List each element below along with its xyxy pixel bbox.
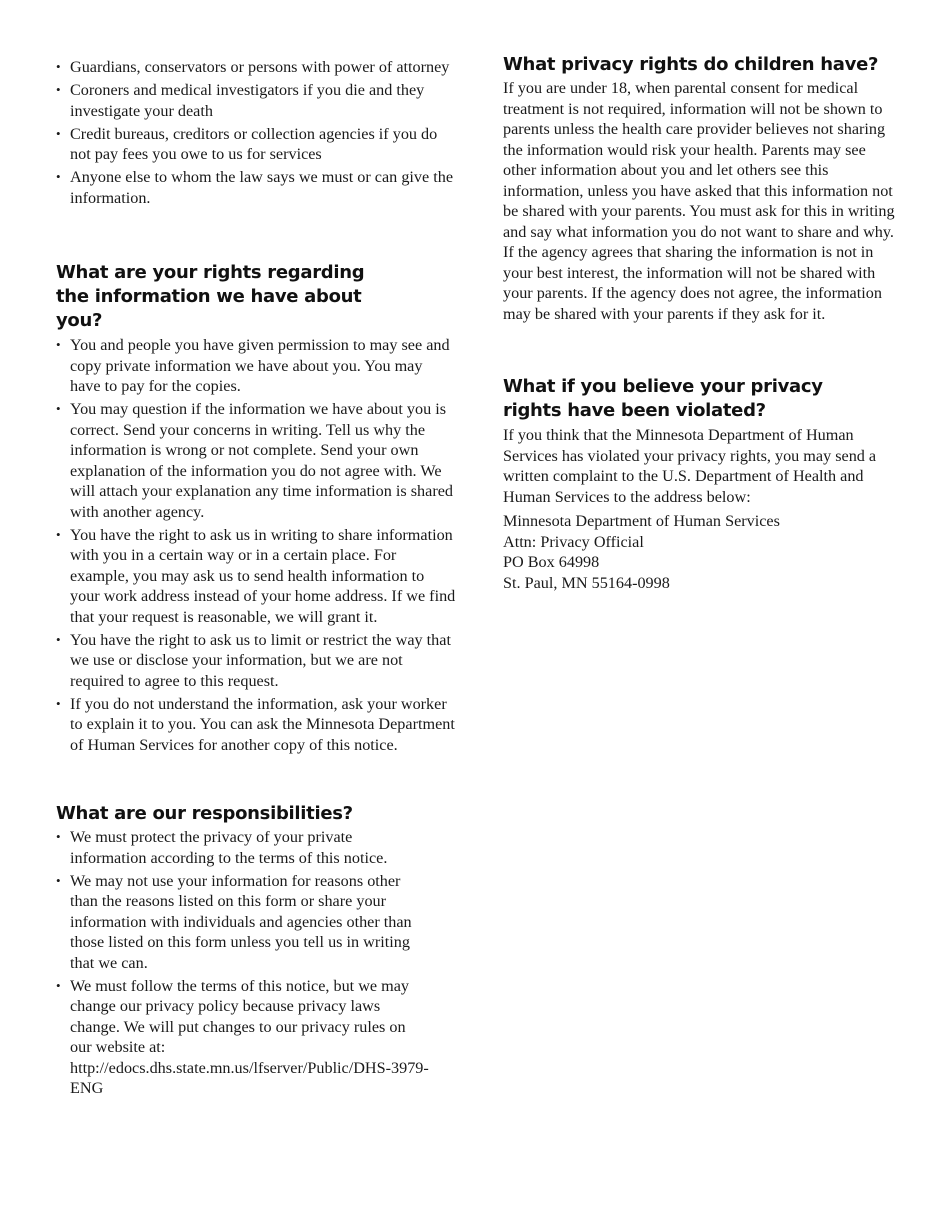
children-section bbox=[503, 53, 898, 324]
address-line: Attn: Privacy Official bbox=[503, 532, 644, 551]
bullet-icon: • bbox=[56, 401, 61, 417]
list-item: • You may question if the information we have about you is correct. Send your concerns in writing. Tell us why the information is wrong or not complete. Send your own explanation of the information you do not agree with. We will attach your explanation any time information is shared with another agency. bbox=[56, 400, 453, 521]
list-item: • If you do not understand the information, ask your worker to explain it to you. You can ask the Minnesota Department of Human Services for another copy of this notice. bbox=[56, 694, 455, 754]
bullet-icon: • bbox=[56, 872, 61, 888]
bullet-icon: • bbox=[56, 169, 61, 185]
bullet-icon: • bbox=[56, 125, 61, 141]
address-line: Minnesota Department of Human Services bbox=[503, 512, 780, 530]
bullet-icon: • bbox=[56, 829, 61, 844]
list-item: • Coroners and medical investigators if you die and they investigate your death bbox=[56, 81, 425, 120]
list-item: • Guardians, conservators or persons with power of attorney bbox=[56, 58, 450, 76]
violation-body: If you think that the Minnesota Department of Human Services has violated your privacy rights, you may send a written complaint to the U.S. Department of Health and Human Services to the address below: bbox=[503, 426, 877, 506]
address-line: St. Paul, MN 55164-0998 bbox=[503, 573, 670, 592]
bullet-icon: • bbox=[56, 695, 61, 711]
rights-heading: What are your rights regarding the information we have about you? bbox=[56, 262, 365, 331]
disclosure-list bbox=[56, 57, 456, 211]
bullet-icon: • bbox=[56, 631, 61, 647]
bullet-icon: • bbox=[56, 337, 61, 352]
responsibilities-heading: What are our responsibilities? bbox=[56, 803, 353, 824]
bullet-icon: • bbox=[56, 977, 61, 993]
list-item: • You have the right to ask us in writing to share information with you in a certain way or in a certain place. For example, you may ask us to send health information to your work address instead of your home address. If we find that your request is reasonable, we will grant it. bbox=[56, 525, 456, 626]
responsibilities-list bbox=[56, 827, 431, 1099]
list-item: • We must follow the terms of this notice, but we may change our privacy policy because privacy laws change. We will put changes to our privacy rules on our website at: http://edocs.dhs.state.mn.us/lfserver/Public/DHS-3979-ENG bbox=[56, 976, 429, 1098]
list-item: • You have the right to ask us to limit or restrict the way that we use or disclose your information, but we are not required to agree to this request. bbox=[56, 630, 451, 690]
rights-list bbox=[56, 335, 456, 755]
address-line: PO Box 64998 bbox=[503, 553, 600, 571]
children-heading: What privacy rights do children have? bbox=[503, 54, 879, 75]
bullet-icon: • bbox=[56, 59, 61, 74]
list-item: • You and people you have given permission to may see and copy private information we have about you. You may have to pay for the copies. bbox=[56, 336, 450, 395]
violation-heading: What if you believe your privacy rights have been violated? bbox=[503, 376, 823, 421]
responsibilities-section bbox=[56, 802, 456, 1101]
rights-section bbox=[56, 261, 456, 758]
mailing-address bbox=[503, 511, 898, 593]
bullet-icon: • bbox=[56, 526, 61, 542]
children-body: If you are under 18, when parental consent for medical treatment is not required, information will not be shown to parents unless the health care provider believes not sharing the information would risk your health. Parents may see other information about you and let others see this information, unless you have asked that this information not be shared with your parents. You must ask for this in writing and say what information you do not want to share and why. If the agency agrees that sharing the information is not in your best interest, the information will not be shared with your parents. If the agency does not agree, the information may be shared with your parents if they ask for it. bbox=[503, 79, 895, 323]
bullet-icon: • bbox=[56, 82, 61, 98]
violation-section bbox=[503, 375, 898, 593]
list-item: • Credit bureaus, creditors or collection agencies if you do not pay fees you owe to us for services bbox=[56, 124, 438, 164]
list-item: • We must protect the privacy of your private information according to the terms of this notice. bbox=[56, 828, 388, 867]
list-item: • We may not use your information for reasons other than the reasons listed on this form or share your information with individuals and agencies other than those listed on this form unless you tell us in writing that we can. bbox=[56, 871, 412, 972]
list-item: • Anyone else to whom the law says we must or can give the information. bbox=[56, 168, 454, 207]
